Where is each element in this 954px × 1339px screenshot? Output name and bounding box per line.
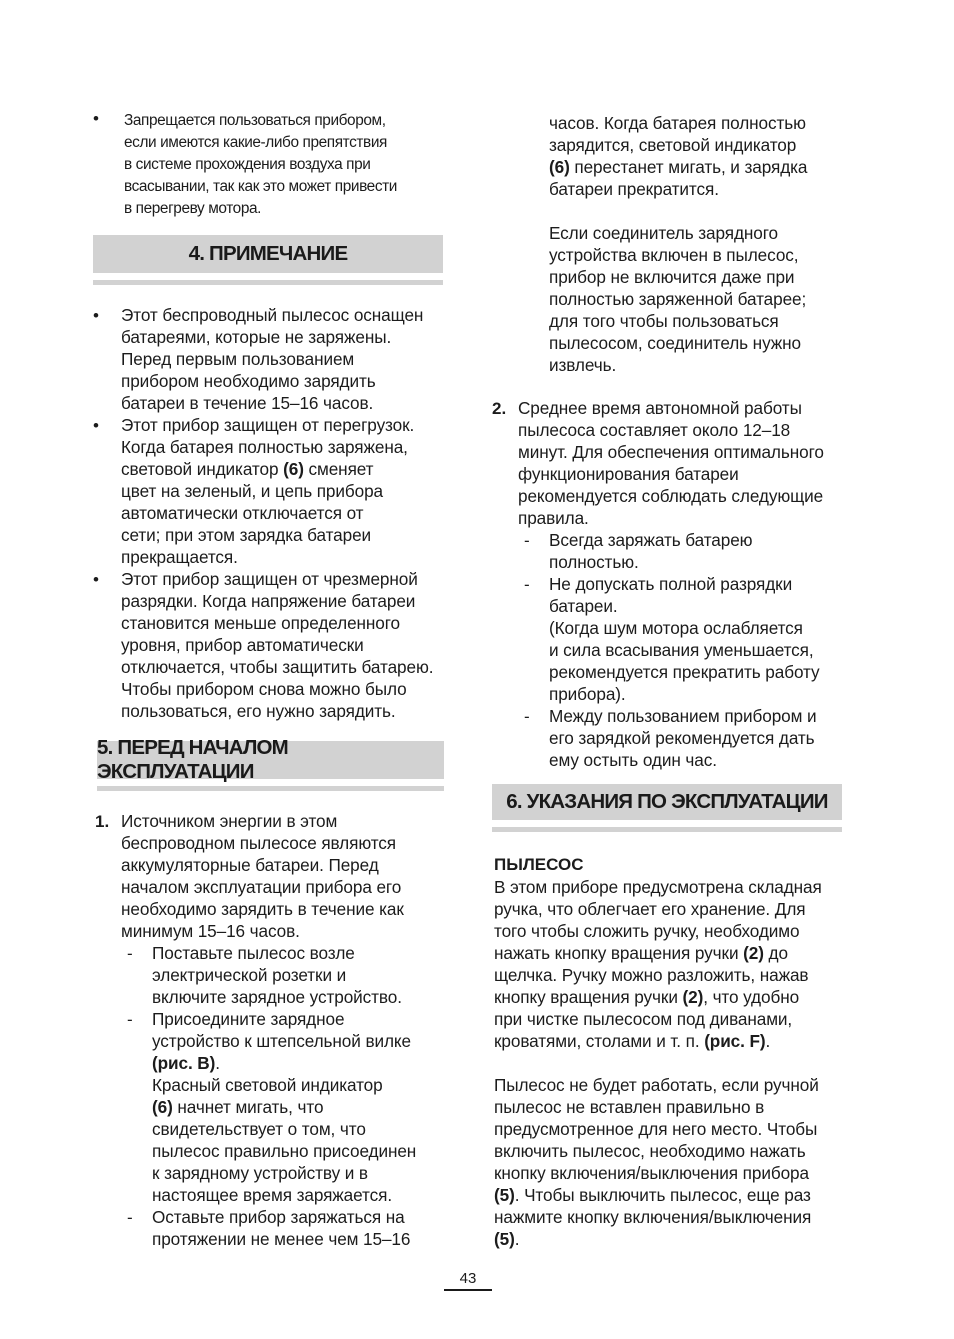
text-line: (5). Чтобы выключить пылесос, еще раз [494, 1185, 811, 1205]
heading-underline [93, 280, 443, 285]
text-line: беспроводном пылесосе являются [121, 833, 397, 853]
dash-marker: - [127, 1010, 133, 1029]
text-line: разрядки. Когда напряжение батареи [121, 591, 416, 611]
text-line: Между пользованием прибором и [549, 706, 817, 726]
text-line: свидетельствует о том, что [152, 1119, 366, 1139]
page-number-rule [444, 1289, 492, 1291]
bullet-marker: • [93, 570, 99, 589]
text-line: Всегда заряжать батарею [549, 530, 753, 550]
text-line: при чистке пылесосом под диванами, [494, 1009, 793, 1029]
text-line: того чтобы сложить ручку, необходимо [494, 921, 800, 941]
dash-marker: - [127, 944, 133, 963]
text-line: минут. Для обеспечения оптимального [518, 442, 824, 462]
text-line: (6) начнет мигать, что [152, 1097, 324, 1117]
dash-marker: - [524, 531, 530, 550]
text-line: нажать кнопку вращения ручки (2) до [494, 943, 788, 963]
list-number: 2. [492, 399, 507, 418]
section-heading-title: 6. УКАЗАНИЯ ПО ЭКСПЛУАТАЦИИ [506, 790, 828, 813]
text-line: (5). [494, 1229, 520, 1249]
text-line: включите зарядное устройство. [152, 987, 402, 1007]
text-line: зарядится, световой индикатор [549, 135, 797, 155]
text-line: прибором необходимо зарядить [121, 371, 376, 391]
heading-underline [492, 827, 842, 832]
subsection-title: ПЫЛЕСОС [494, 855, 584, 874]
text-line: пользоваться, его нужно зарядить. [121, 701, 396, 721]
text-line: нажмите кнопку включения/выключения [494, 1207, 812, 1227]
text-line: прекращается. [121, 547, 238, 567]
bullet-marker: • [93, 416, 99, 435]
list-number: 1. [95, 812, 110, 831]
text-line: в системе прохождения воздуха при [124, 156, 371, 173]
text-line: включить пылесос, необходимо нажать [494, 1141, 806, 1161]
dash-marker: - [127, 1208, 133, 1227]
dash-marker: - [524, 575, 530, 594]
text-line: пылесос правильно присоединен [152, 1141, 417, 1161]
text-line: цвет на зеленый, и цепь прибора [121, 481, 384, 501]
text-line: Этот беспроводный пылесос оснащен [121, 305, 424, 325]
section-heading-4 [93, 235, 443, 273]
text-line: становится меньше определенного [121, 613, 401, 633]
text-line: Если соединитель зарядного [549, 223, 778, 243]
section-heading-title: 4. ПРИМЕЧАНИЕ [188, 242, 348, 265]
text-line: Чтобы прибором снова можно было [121, 679, 407, 699]
text-line: всасывании, так как это может привести [124, 178, 397, 195]
text-line: прибора). [549, 684, 626, 704]
text-line: отключается, чтобы защитить батарею. [121, 657, 434, 677]
text-line: в перегреву мотора. [124, 200, 262, 217]
text-line: минимум 15–16 часов. [121, 921, 300, 941]
text-line: для того чтобы пользоваться [549, 311, 779, 331]
text-line: Источником энергии в этом [121, 811, 338, 831]
text-line: кнопку вращения ручки (2), что удобно [494, 987, 800, 1007]
text-line: протяжении не менее чем 15–16 [152, 1229, 411, 1249]
text-line: настоящее время заряжается. [152, 1185, 392, 1205]
text-line: устройства включен в пылесос, [549, 245, 799, 265]
text-line: Не допускать полной разрядки [549, 574, 793, 594]
text-line: правила. [518, 508, 589, 528]
text-line: и сила всасывания уменьшается, [549, 640, 814, 660]
text-line: Этот прибор защищен от перегрузок. [121, 415, 415, 435]
text-line: Присоедините зарядное [152, 1009, 345, 1029]
text-line: предусмотренное для него место. Чтобы [494, 1119, 818, 1139]
section-heading-title: 5. ПЕРЕД НАЧАЛОМ ЭКСПЛУАТАЦИИ [97, 736, 288, 783]
text-line: полностью. [549, 552, 639, 572]
text-line: пылесоса составляет около 12–18 [518, 420, 791, 440]
text-line: полностью заряженной батарее; [549, 289, 807, 309]
section-heading-6 [492, 784, 842, 820]
text-line: функционирования батареи [518, 464, 739, 484]
text-line: (Когда шум мотора ослабляется [549, 618, 803, 638]
dash-marker: - [524, 707, 530, 726]
text-line: батареями, которые не заряжены. [121, 327, 392, 347]
text-line: батареи в течение 15–16 часов. [121, 393, 374, 413]
text-line: Красный световой индикатор [152, 1075, 383, 1095]
text-line: (рис. B). [152, 1053, 220, 1073]
text-line: пылесосом, соединитель нужно [549, 333, 802, 353]
text-line: электрической розетки и [152, 965, 347, 985]
text-line: батареи прекратится. [549, 179, 719, 199]
text-line: устройство к штепсельной вилке [152, 1031, 411, 1051]
section-heading-5 [97, 736, 444, 783]
text-line: автоматически отключается от [121, 503, 364, 523]
text-line: кроватями, столами и т. п. (рис. F). [494, 1031, 771, 1051]
page-number: 43 [459, 1270, 477, 1287]
text-line: сети; при этом зарядка батареи [121, 525, 372, 545]
text-line: к зарядному устройству и в [152, 1163, 368, 1183]
text-line: Запрещается пользоваться прибором, [124, 112, 386, 129]
text-line: рекомендуется прекратить работу [549, 662, 820, 682]
heading-underline [97, 786, 444, 791]
text-line: Когда батарея полностью заряжена, [121, 437, 408, 457]
text-line: Пылесос не будет работать, если ручной [494, 1075, 819, 1095]
text-line: началом эксплуатации прибора его [121, 877, 402, 897]
text-line: необходимо зарядить в течение как [121, 899, 404, 919]
text-line: В этом приборе предусмотрена складная [494, 877, 822, 897]
text-line: Поставьте пылесос возле [152, 943, 355, 963]
text-line: аккумуляторные батареи. Перед [121, 855, 379, 875]
text-line: рекомендуется соблюдать следующие [518, 486, 824, 506]
text-line: световой индикатор (6) сменяет [121, 459, 374, 479]
text-line: ручка, что облегчает его хранение. Для [494, 899, 806, 919]
text-line: если имеются какие-либо препятствия [124, 134, 387, 151]
text-line: прибор не включится даже при [549, 267, 795, 287]
text-line: извлечь. [549, 355, 617, 375]
text-line: кнопку включения/выключения прибора [494, 1163, 809, 1183]
text-line: пылесос не вставлен правильно в [494, 1097, 765, 1117]
text-line: часов. Когда батарея полностью [549, 113, 806, 133]
text-line: Среднее время автономной работы [518, 398, 802, 418]
bullet-marker: • [93, 306, 99, 325]
text-line: ему остыть один час. [549, 750, 717, 770]
bullet-marker: • [93, 109, 99, 128]
text-line: щелчка. Ручку можно разложить, нажав [494, 965, 809, 985]
text-line: Оставьте прибор заряжаться на [152, 1207, 405, 1227]
text-line: Этот прибор защищен от чрезмерной [121, 569, 418, 589]
text-line: его зарядкой рекомендуется дать [549, 728, 815, 748]
text-line: Перед первым пользованием [121, 349, 355, 369]
text-line: батареи. [549, 596, 618, 616]
text-line: уровня, прибор автоматически [121, 635, 364, 655]
text-line: (6) перестанет мигать, и зарядка [549, 157, 808, 177]
